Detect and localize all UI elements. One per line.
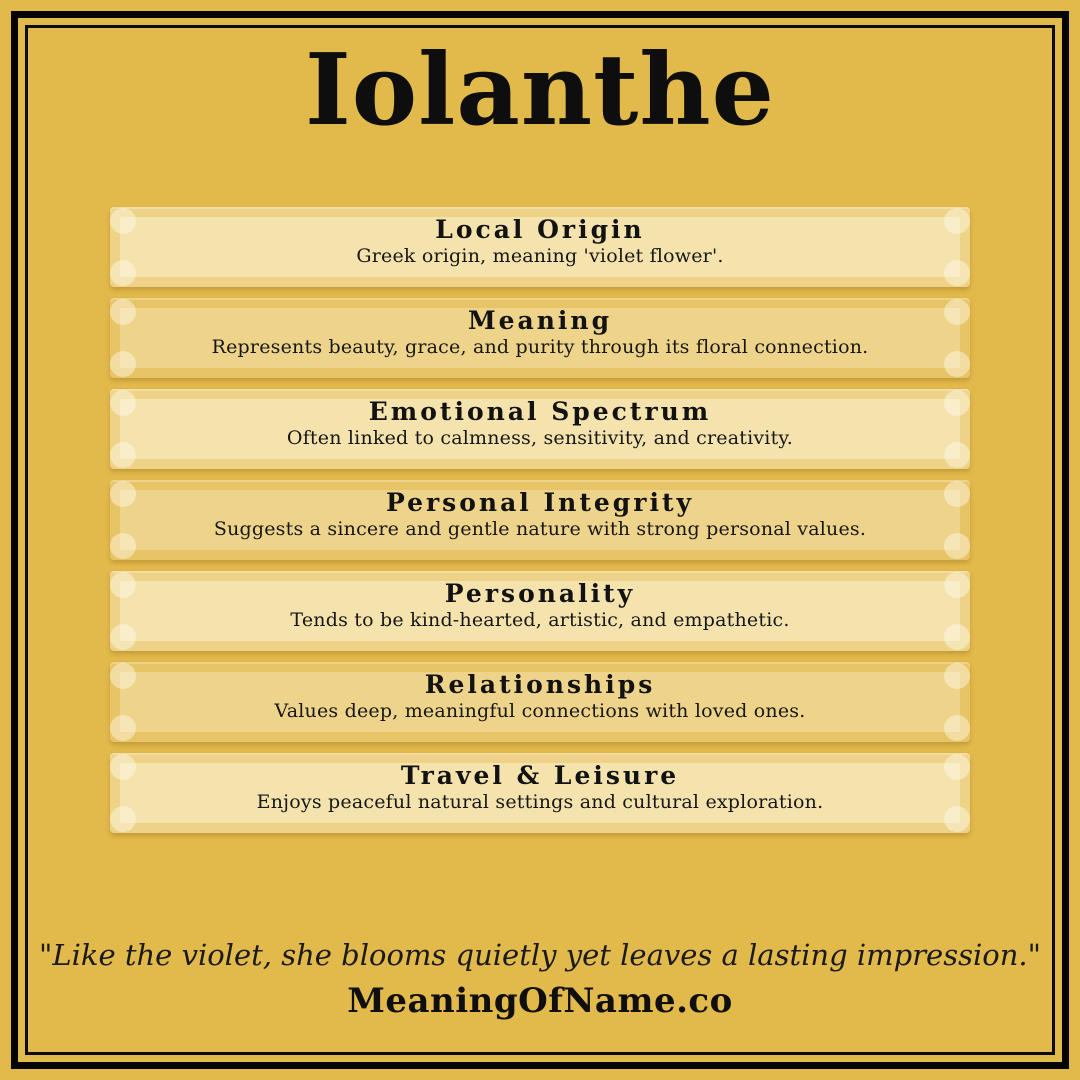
section-description: Enjoys peaceful natural settings and cultural exploration. [256,791,824,813]
quote-text: "Like the violet, she blooms quietly yet leaves a lasting impression." [39,938,1041,972]
card-content [110,480,970,541]
section-title: Emotional Spectrum [368,397,712,426]
section-card [110,753,970,833]
section-card [110,389,970,469]
brand-footer: MeaningOfName.co [347,981,733,1021]
section-title: Meaning [467,306,613,335]
section-description: Suggests a sincere and gentle nature with strong personal values. [213,518,867,540]
section-title: Relationships [424,670,656,699]
card-content [110,662,970,723]
card-content [110,389,970,450]
section-title: Personality [444,579,636,608]
section-description: Greek origin, meaning 'violet flower'. [356,245,724,267]
section-description: Values deep, meaningful connections with loved ones. [274,700,806,722]
section-card [110,480,970,560]
card-content [110,298,970,359]
card-content [110,571,970,632]
section-card [110,298,970,378]
page-title: Iolanthe [304,33,776,148]
section-card [110,662,970,742]
section-title: Travel & Leisure [400,761,680,790]
section-card [110,571,970,651]
section-title: Local Origin [435,215,645,244]
section-description: Often linked to calmness, sensitivity, and creativity. [286,427,794,449]
section-title: Personal Integrity [385,488,695,517]
section-description: Tends to be kind-hearted, artistic, and empathetic. [290,609,790,631]
card-content [110,753,970,814]
section-card [110,207,970,287]
section-description: Represents beauty, grace, and purity through its floral connection. [211,336,869,358]
card-content [110,207,970,268]
section-card-list [110,207,970,833]
